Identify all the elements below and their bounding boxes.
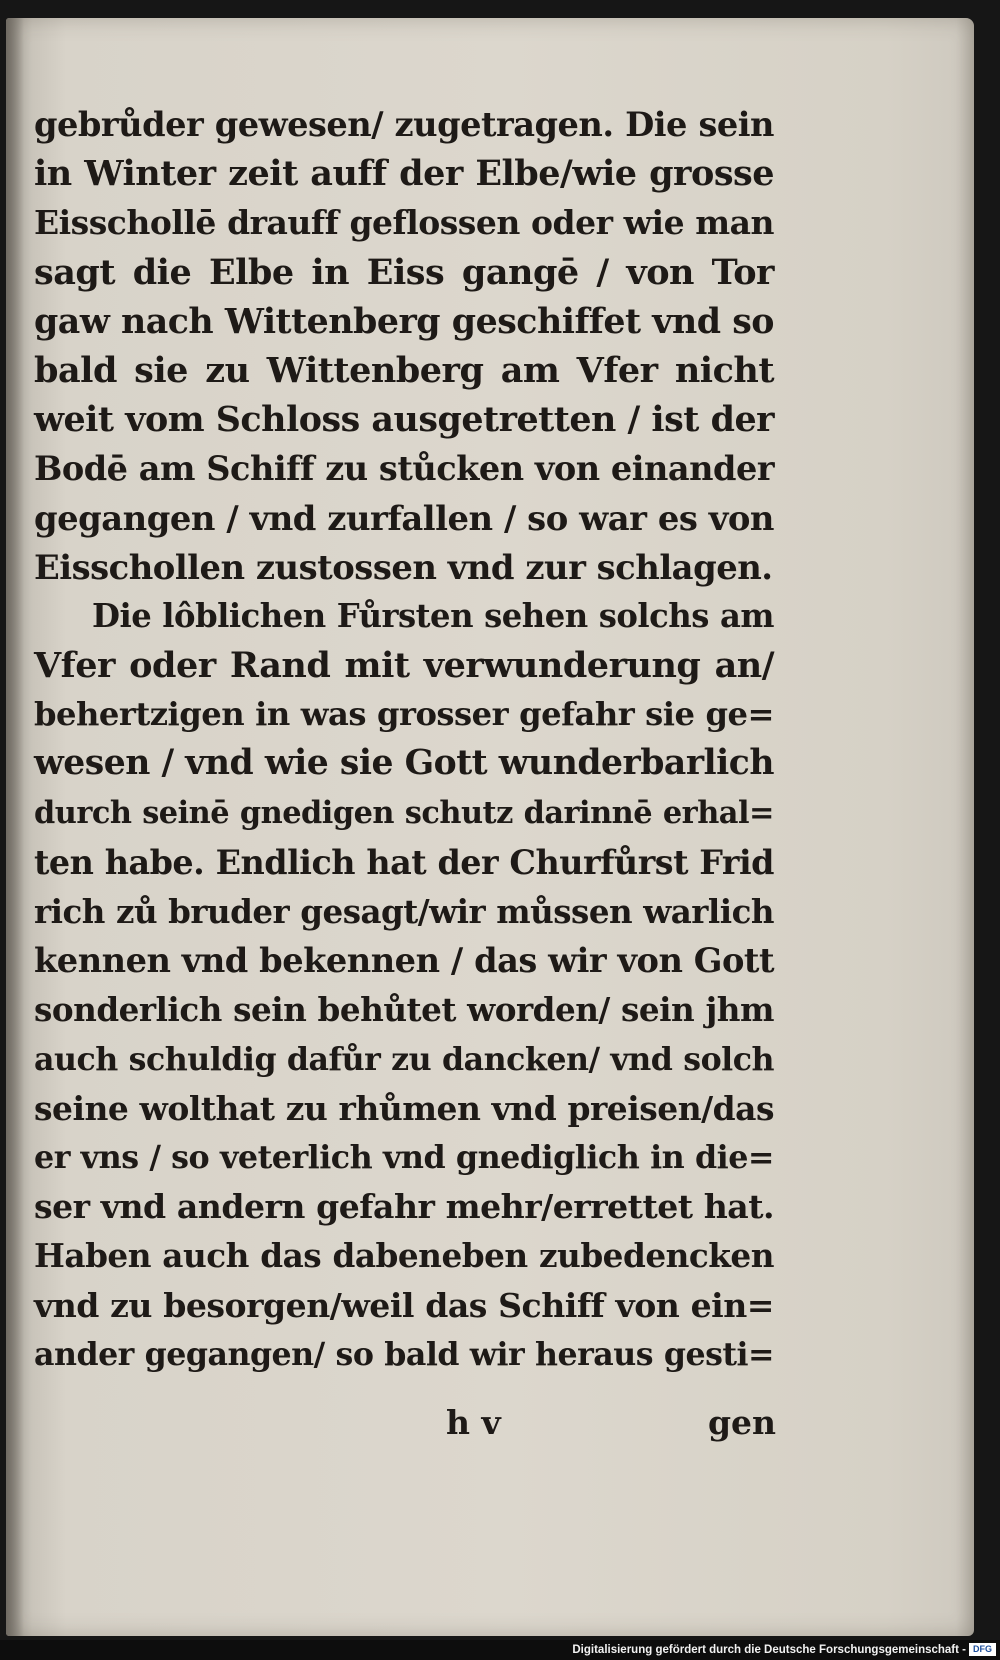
text-line: gegangen / vnd zurfallen / so war es von xyxy=(34,497,774,538)
text-line: sonderlich sein behůtet worden/ sein jhm xyxy=(34,990,774,1030)
text-line: weit vom Schloss ausgetretten / ist der xyxy=(34,399,774,441)
dfg-logo-icon: DFG xyxy=(969,1643,996,1656)
text-line: wesen / vnd wie sie Gott wunderbarlich xyxy=(34,743,774,784)
text-line: Eisschollē drauff geflossen oder wie man xyxy=(34,203,774,243)
text-line: kennen vnd bekennen / das wir von Gott xyxy=(34,940,774,981)
text-line: ander gegangen/ so bald wir heraus gesti= xyxy=(34,1335,774,1373)
text-line: seine wolthat zu rhůmen vnd preisen/das xyxy=(34,1088,774,1128)
text-line: bald sie zu Wittenberg am Vfer nicht xyxy=(34,349,774,391)
text-line: sagt die Elbe in Eiss gangē / von Tor xyxy=(34,251,774,293)
text-line: gebrůder gewesen/ zugetragen. Die sein xyxy=(34,104,774,144)
page-text xyxy=(34,100,774,1379)
text-line: durch seinē gnedigen schutz darinnē erhal= xyxy=(34,794,774,831)
catchword: gen xyxy=(707,1403,776,1442)
text-line: Vfer oder Rand mit verwunderung an/ xyxy=(34,645,774,687)
footer-bar xyxy=(0,1640,1000,1660)
book-page xyxy=(6,18,974,1636)
text-line: behertzigen in was grosser gefahr sie ge= xyxy=(34,695,774,734)
signature-mark: h v xyxy=(446,1403,501,1442)
text-line: auch schuldig dafůr zu dancken/ vnd solch xyxy=(34,1040,774,1078)
text-line: ten habe. Endlich hat der Churfůrst Frid xyxy=(34,842,774,882)
text-line: vnd zu besorgen/weil das Schiff von ein= xyxy=(34,1285,774,1325)
text-line: Bodē am Schiff zu stůcken von einander xyxy=(34,448,774,489)
text-line: ser vnd andern gefahr mehr/errettet hat. xyxy=(34,1187,774,1227)
text-line: er vns / so veterlich vnd gnediglich in die= xyxy=(34,1138,774,1176)
text-line: Eisschollen zustossen vnd zur schlagen. xyxy=(34,546,773,587)
text-line: gaw nach Wittenberg geschiffet vnd so xyxy=(34,300,774,342)
page-foot xyxy=(446,1403,776,1453)
text-line: Die lôblichen Fůrsten sehen solchs am xyxy=(92,596,774,635)
text-line: Haben auch das dabeneben zubedencken xyxy=(34,1236,774,1276)
funding-credit: Digitalisierung gefördert durch die Deutsche Forschungsgemeinschaft - xyxy=(572,1644,966,1656)
text-line: rich zů bruder gesagt/wir můssen warlich xyxy=(34,892,774,931)
text-line: in Winter zeit auff der Elbe/wie grosse xyxy=(34,153,774,195)
